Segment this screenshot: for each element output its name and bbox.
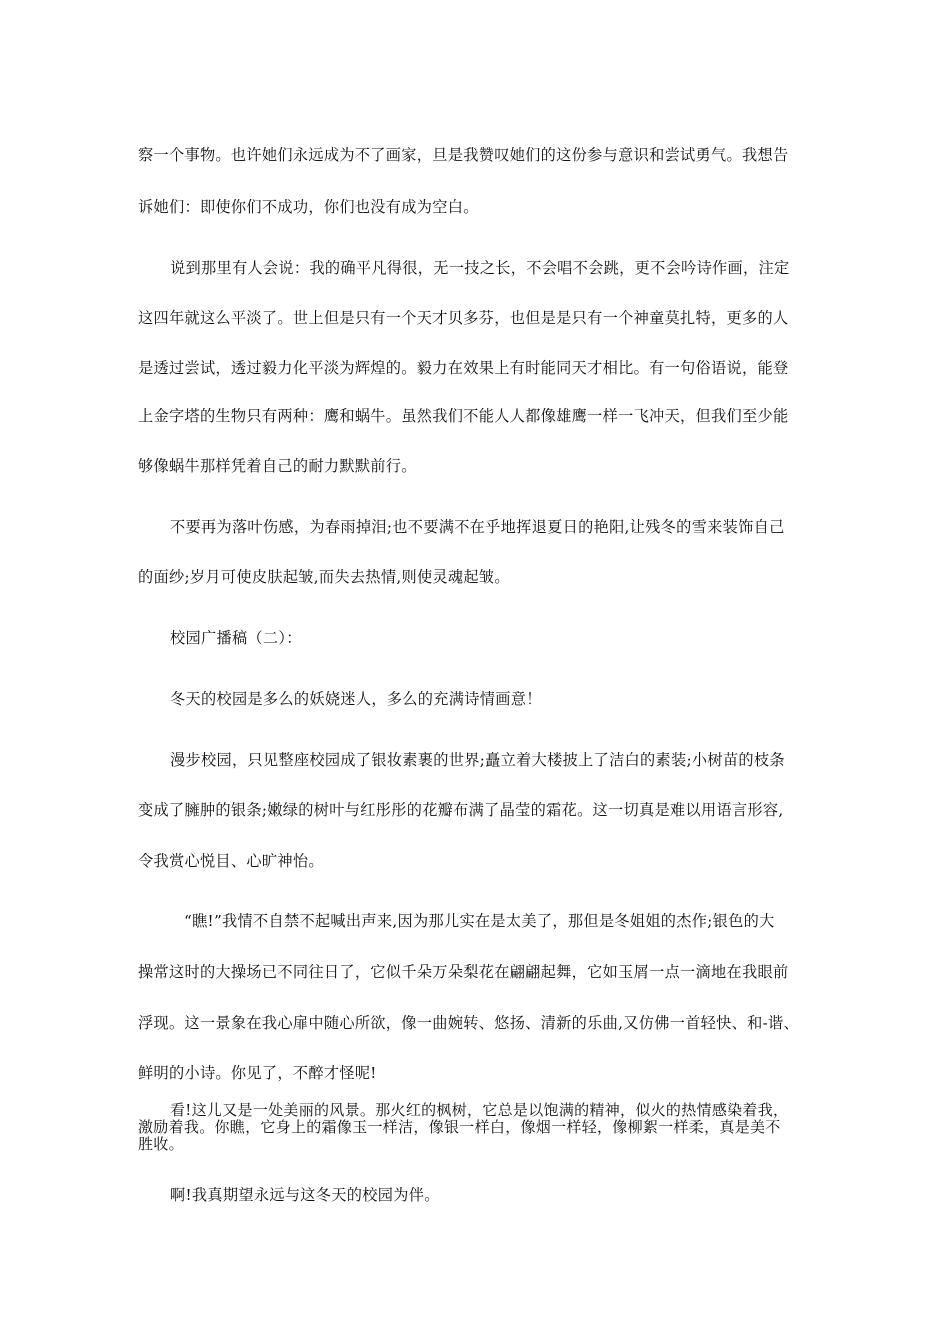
text-line: 是透过尝试，透过毅力化平淡为辉煌的。毅力在效果上有时能同天才相比。有一句俗语说，能登 — [138, 359, 789, 377]
text-line: 这四年就这么平淡了。世上但是只有一个天才贝多芬，也但是是只有一个神童莫扎特，更多的人 — [138, 309, 789, 327]
text-line: 看!这儿又是一处美丽的风景。那火红的枫树，它总是以饱满的精神，似火的热情感染着我， — [170, 1101, 789, 1119]
text-line: 够像蜗牛那样凭着自己的耐力默默前行。 — [138, 457, 417, 475]
text-line: 诉她们：即使你们不成功，你们也没有成为空白。 — [138, 198, 479, 216]
text-line: 啊!我真期望永远与这冬天的校园为伴。 — [170, 1186, 440, 1204]
text-line: 操常这时的大操场已不同往日了，它似千朵万朵梨花在翩翩起舞，它如玉屑一点一滴地在我眼前 — [138, 963, 789, 981]
text-line: 上金字塔的生物只有两种：鹰和蜗牛。虽然我们不能人人都像雄鹰一样一飞冲天，但我们至少能 — [138, 407, 789, 425]
text-line: 令我赏心悦目、心旷神怡。 — [138, 852, 324, 870]
text-line: “瞧!”我情不自禁不起喊出声来,因为那儿实在是太美了，那但是冬姐姐的杰作;银色的大 — [184, 912, 775, 930]
text-line: 漫步校园，只见整座校园成了银妆素裹的世界;矗立着大楼披上了洁白的素装;小树苗的枝条 — [170, 751, 785, 769]
text-line: 冬天的校园是多么的妖娆迷人，多么的充满诗情画意！ — [170, 690, 542, 708]
text-line: 激励着我。你瞧，它身上的霜像玉一样洁，像银一样白，像烟一样轻，像柳絮一样柔，真是美不 — [138, 1118, 781, 1136]
section-heading: 校园广播稿（二）： — [170, 629, 302, 647]
text-line: 说到那里有人会说：我的确平凡得很，无一技之长，不会唱不会跳，更不会吟诗作画，注定 — [170, 259, 790, 277]
text-line: 浮现。这一景象在我心扉中随心所欲，像一曲婉转、悠扬、清新的乐曲,又仿佛一首轻快、和-谐、 — [138, 1014, 800, 1032]
text-line: 察一个事物。也许她们永远成为不了画家，旦是我赞叹她们的这份参与意识和尝试勇气。我想告 — [138, 146, 789, 164]
text-line: 胜收。 — [138, 1135, 184, 1153]
text-line: 鲜明的小诗。你见了，不醉才怪呢! — [138, 1064, 377, 1082]
text-line: 的面纱;岁月可使皮肤起皱,而失去热情,则使灵魂起皱。 — [138, 568, 510, 586]
text-line: 变成了臃肿的银条;嫩绿的树叶与红彤彤的花瓣布满了晶莹的霜花。这一切真是难以用语言形容, — [138, 801, 784, 819]
text-line: 不要再为落叶伤感，为春雨掉泪;也不要满不在乎地挥退夏日的艳阳,让残冬的雪来装饰自己 — [170, 518, 785, 536]
